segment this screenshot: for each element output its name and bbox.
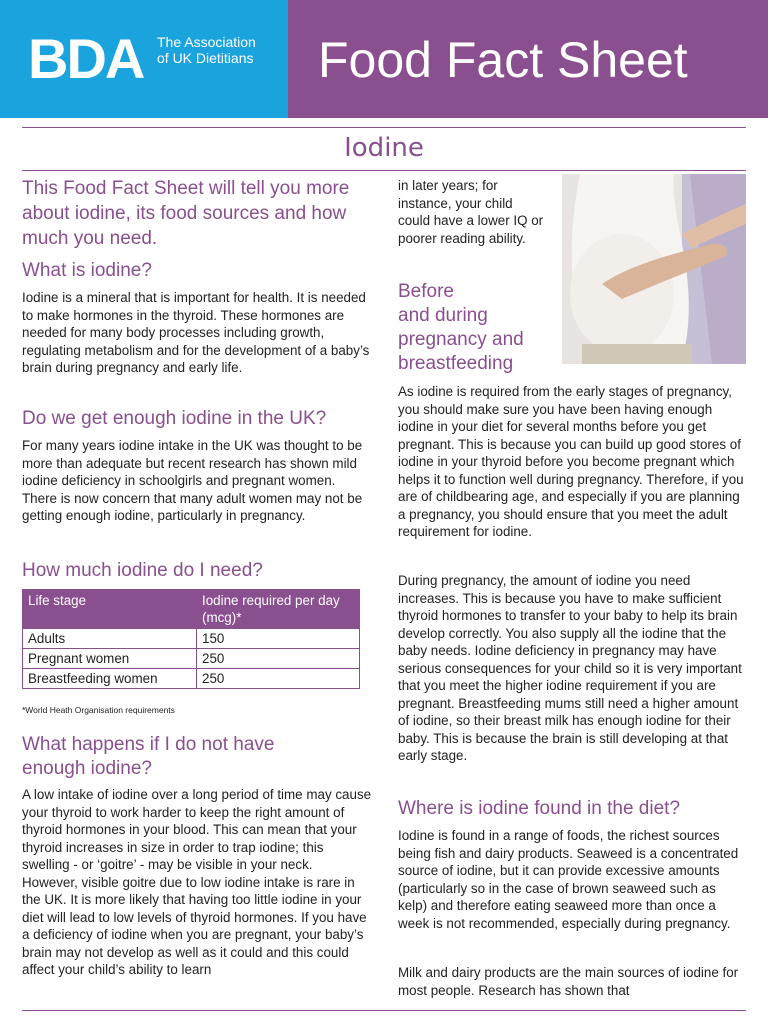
pregnancy-illustration [562,174,746,364]
pregnancy-photo [562,174,746,364]
table-cell: 150 [197,629,360,649]
not-enough-heading: What happens if I do not have enough iodine? [22,734,275,779]
table-row [23,649,360,669]
pregnancy-heading-line3: pregnancy and [398,329,524,350]
sheet-title: Food Fact Sheet [318,32,688,88]
bda-logo [28,30,152,86]
how-much-heading: How much iodine do I need? [22,560,263,581]
intro-text: This Food Fact Sheet will tell you more about iodine, its food sources and how much you need. [22,178,350,249]
what-is-heading: What is iodine? [22,260,152,281]
table-header-row [23,590,360,629]
continued-text: in later years; for instance, your child could have a lower IQ or poorer reading ability. [398,178,544,246]
pregnancy-heading-line2: and during [398,305,488,326]
table-row [23,669,360,689]
iodine-requirements-table [22,589,360,689]
table-cell: Adults [23,629,197,649]
table-header-iodine-required: Iodine required per day (mcg)* [197,590,360,629]
org-name-line1: The Association [157,34,256,50]
pregnancy-heading-line1: Before [398,281,454,302]
table-header-life-stage: Life stage [23,590,197,629]
what-is-body: Iodine is a mineral that is important for health. It is needed to make hormones in the thyroid. These hormones are needed for many body processes including growth, regulating metabolism and for the development of a baby’s brain during pregnancy and early life. [22,290,370,375]
svg-text:BDA: BDA [28,30,144,86]
header-brand-panel [0,0,288,118]
found-heading: Where is iodine found in the diet? [398,798,681,819]
pregnancy-para1: As iodine is required from the early stages of pregnancy, you should make sure you have been having enough iodine in your diet for several months before you get pregnant. This is because you can build up good stores of iodine in your thyroid before you become pregnant which helps it to function well during pregnancy. Therefore, if you are of childbearing age, and especially if you are planning a pregnancy, you should ensure that you meet the adult requirement for iodine. [398,384,744,539]
page-title: Iodine [344,133,424,163]
org-name-line2: of UK Dietitians [157,50,254,66]
footer-rule [22,1010,746,1011]
enough-uk-heading: Do we get enough iodine in the UK? [22,408,327,429]
pregnancy-heading-line4: breastfeeding [398,353,514,374]
table-footnote: *World Heath Organisation requirements [22,705,175,715]
table-cell: 250 [197,649,360,669]
title-rule-top [22,127,746,128]
table-cell: Pregnant women [23,649,197,669]
not-enough-body: A low intake of iodine over a long period of time may cause your thyroid to work harder to keep the right amount of thyroid hormones in your blood. This can mean that your thyroid increases in size in order to trap iodine; this swelling - or ‘goitre’ - may be visible in your neck. However, visible goitre due to low iodine intake is rare in the UK. It is more likely that having too little iodine in your diet will lead to low levels of thyroid hormones. If you have a deficiency of iodine when you are pregnant, your baby’s brain may not develop as well as it could and this could affect your child’s ability to learn [22,787,372,977]
table-cell: Breastfeeding women [23,669,197,689]
found-para1: Iodine is found in a range of foods, the richest sources being fish and dairy products. Seaweed is a concentrated source of iodine, but it can provide excessive amounts (particularly so in the case of brown seaweed such as kelp) and therefore eating seaweed more than once a week is not recommended, especially during pregnancy. [398,828,739,931]
header-title-panel [288,0,768,118]
org-name [157,34,256,66]
title-rule-bottom [22,170,746,171]
pregnancy-para2: During pregnancy, the amount of iodine you need increases. This is because you have to make sufficient thyroid hormones to transfer to your baby to help its brain develop correctly. You also supply all the iodine that the baby needs. Iodine deficiency in pregnancy may have serious consequences for your child so it is very important that you meet the higher iodine requirement if you are pregnant. Breastfeeding mums still need a higher amount of iodine, so their breast milk has enough iodine for their baby. This is because the brain is still developing at that early stage. [398,573,742,763]
enough-uk-body: For many years iodine intake in the UK was thought to be more than adequate but recent research has shown mild iodine deficiency in schoolgirls and pregnant women. There is now concern that many adult women may not be getting enough iodine, particularly in pregnancy. [22,438,363,523]
found-para2: Milk and dairy products are the main sources of iodine for most people. Research has shown that [398,965,739,998]
table-row [23,629,360,649]
table-cell: 250 [197,669,360,689]
pregnancy-heading [398,280,548,376]
